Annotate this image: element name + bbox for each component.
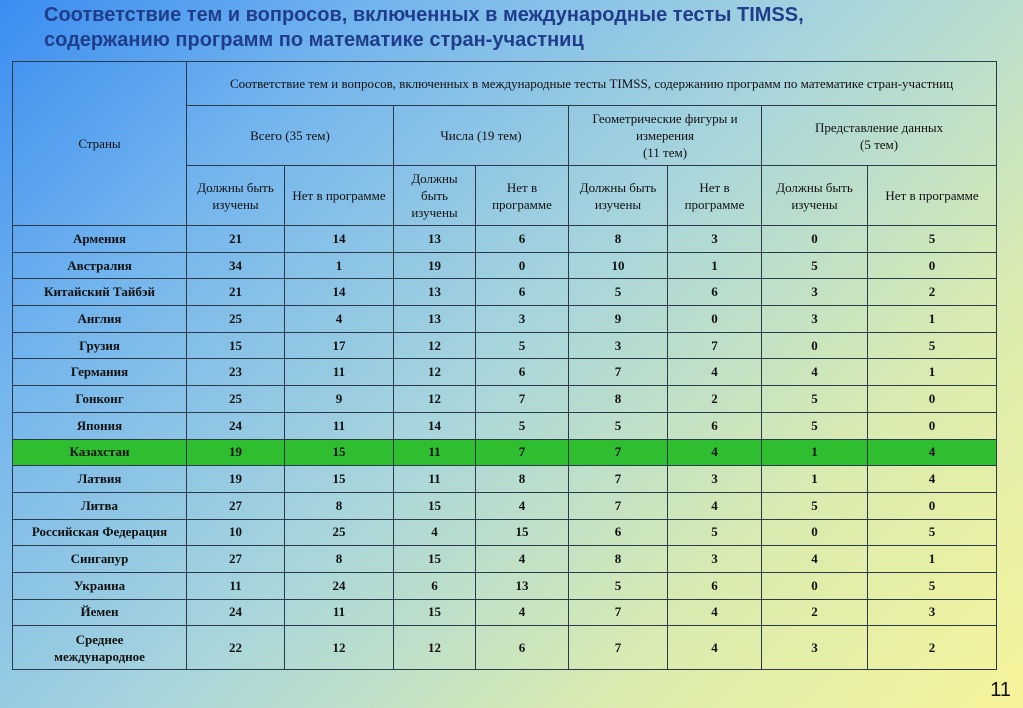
countries-header: Страны bbox=[13, 62, 187, 226]
value-cell: 4 bbox=[868, 439, 997, 466]
value-cell: 2 bbox=[868, 279, 997, 306]
value-cell: 6 bbox=[394, 572, 476, 599]
value-cell: 5 bbox=[569, 572, 668, 599]
value-cell: 13 bbox=[394, 226, 476, 253]
subheader-not-in-program: Нет в программе bbox=[476, 166, 569, 226]
value-cell: 21 bbox=[187, 226, 285, 253]
value-cell: 4 bbox=[668, 599, 762, 626]
value-cell: 7 bbox=[668, 332, 762, 359]
table-row bbox=[13, 226, 997, 253]
value-cell: 1 bbox=[868, 546, 997, 573]
country-cell: Грузия bbox=[13, 332, 187, 359]
table-row bbox=[13, 546, 997, 573]
slide-title-line-1: Соответствие тем и вопросов, включенных в международные тесты TIMSS, bbox=[44, 4, 804, 26]
value-cell: 12 bbox=[394, 626, 476, 670]
value-cell: 4 bbox=[668, 359, 762, 386]
value-cell: 7 bbox=[476, 439, 569, 466]
category-header-total: Всего (35 тем) bbox=[187, 106, 394, 166]
value-cell: 3 bbox=[762, 626, 868, 670]
table-row bbox=[13, 599, 997, 626]
value-cell: 5 bbox=[762, 492, 868, 519]
category-header-data: Представление данных (5 тем) bbox=[762, 106, 997, 166]
country-cell: Литва bbox=[13, 492, 187, 519]
value-cell: 0 bbox=[868, 412, 997, 439]
value-cell: 7 bbox=[569, 466, 668, 493]
value-cell: 3 bbox=[668, 226, 762, 253]
value-cell: 22 bbox=[187, 626, 285, 670]
table-row bbox=[13, 412, 997, 439]
table-row bbox=[13, 359, 997, 386]
country-cell: Япония bbox=[13, 412, 187, 439]
value-cell: 19 bbox=[187, 439, 285, 466]
value-cell: 6 bbox=[569, 519, 668, 546]
subheader-must-study: Должны быть изучены bbox=[187, 166, 285, 226]
value-cell: 5 bbox=[868, 226, 997, 253]
value-cell: 24 bbox=[187, 412, 285, 439]
table-row bbox=[13, 386, 997, 413]
value-cell: 11 bbox=[285, 599, 394, 626]
country-cell: Сингапур bbox=[13, 546, 187, 573]
value-cell: 11 bbox=[285, 359, 394, 386]
value-cell: 6 bbox=[476, 359, 569, 386]
table-row bbox=[13, 492, 997, 519]
value-cell: 1 bbox=[868, 359, 997, 386]
value-cell: 4 bbox=[476, 492, 569, 519]
group-header: Соответствие тем и вопросов, включенных в международные тесты TIMSS, содержанию программ по математике стран-участниц bbox=[187, 62, 997, 106]
value-cell: 8 bbox=[569, 546, 668, 573]
value-cell: 8 bbox=[569, 386, 668, 413]
value-cell: 12 bbox=[394, 332, 476, 359]
table-body bbox=[13, 226, 997, 670]
value-cell: 6 bbox=[476, 626, 569, 670]
value-cell: 0 bbox=[762, 226, 868, 253]
value-cell: 0 bbox=[762, 332, 868, 359]
value-cell: 3 bbox=[668, 466, 762, 493]
value-cell: 27 bbox=[187, 546, 285, 573]
value-cell: 3 bbox=[476, 306, 569, 333]
value-cell: 4 bbox=[868, 466, 997, 493]
country-cell: Армения bbox=[13, 226, 187, 253]
value-cell: 4 bbox=[668, 626, 762, 670]
value-cell: 13 bbox=[476, 572, 569, 599]
value-cell: 15 bbox=[394, 599, 476, 626]
value-cell: 17 bbox=[285, 332, 394, 359]
value-cell: 13 bbox=[394, 306, 476, 333]
value-cell: 5 bbox=[868, 332, 997, 359]
value-cell: 2 bbox=[762, 599, 868, 626]
value-cell: 24 bbox=[285, 572, 394, 599]
value-cell: 4 bbox=[476, 546, 569, 573]
value-cell: 0 bbox=[476, 252, 569, 279]
value-cell: 4 bbox=[762, 359, 868, 386]
country-cell: Англия bbox=[13, 306, 187, 333]
value-cell: 3 bbox=[668, 546, 762, 573]
country-cell: Российская Федерация bbox=[13, 519, 187, 546]
value-cell: 0 bbox=[668, 306, 762, 333]
value-cell: 8 bbox=[569, 226, 668, 253]
slide-title-line-2: содержанию программ по математике стран-участниц bbox=[44, 29, 584, 51]
value-cell: 13 bbox=[394, 279, 476, 306]
value-cell: 5 bbox=[569, 279, 668, 306]
table-row bbox=[13, 439, 997, 466]
value-cell: 12 bbox=[285, 626, 394, 670]
value-cell: 3 bbox=[569, 332, 668, 359]
value-cell: 2 bbox=[868, 626, 997, 670]
value-cell: 1 bbox=[762, 466, 868, 493]
timss-table bbox=[12, 61, 997, 670]
country-cell: Латвия bbox=[13, 466, 187, 493]
value-cell: 1 bbox=[285, 252, 394, 279]
subheader-must-study: Должны быть изучены bbox=[569, 166, 668, 226]
value-cell: 15 bbox=[394, 546, 476, 573]
subheader-not-in-program: Нет в программе bbox=[668, 166, 762, 226]
value-cell: 2 bbox=[668, 386, 762, 413]
value-cell: 5 bbox=[762, 412, 868, 439]
value-cell: 15 bbox=[285, 466, 394, 493]
value-cell: 0 bbox=[762, 572, 868, 599]
value-cell: 23 bbox=[187, 359, 285, 386]
page-number: 11 bbox=[990, 679, 1011, 701]
value-cell: 25 bbox=[187, 386, 285, 413]
country-cell: Австралия bbox=[13, 252, 187, 279]
value-cell: 24 bbox=[187, 599, 285, 626]
value-cell: 8 bbox=[476, 466, 569, 493]
value-cell: 21 bbox=[187, 279, 285, 306]
value-cell: 11 bbox=[285, 412, 394, 439]
country-cell: Йемен bbox=[13, 599, 187, 626]
value-cell: 1 bbox=[668, 252, 762, 279]
value-cell: 19 bbox=[187, 466, 285, 493]
country-cell: Среднее международное bbox=[13, 626, 187, 670]
value-cell: 14 bbox=[285, 279, 394, 306]
value-cell: 4 bbox=[762, 546, 868, 573]
table-row bbox=[13, 519, 997, 546]
value-cell: 3 bbox=[762, 306, 868, 333]
subheader-not-in-program: Нет в программе bbox=[285, 166, 394, 226]
value-cell: 7 bbox=[569, 359, 668, 386]
value-cell: 4 bbox=[476, 599, 569, 626]
table-row bbox=[13, 332, 997, 359]
value-cell: 5 bbox=[476, 332, 569, 359]
value-cell: 5 bbox=[476, 412, 569, 439]
value-cell: 1 bbox=[868, 306, 997, 333]
country-cell: Китайский Тайбэй bbox=[13, 279, 187, 306]
value-cell: 0 bbox=[868, 252, 997, 279]
value-cell: 6 bbox=[476, 279, 569, 306]
value-cell: 27 bbox=[187, 492, 285, 519]
value-cell: 25 bbox=[285, 519, 394, 546]
value-cell: 9 bbox=[285, 386, 394, 413]
value-cell: 0 bbox=[762, 519, 868, 546]
value-cell: 15 bbox=[285, 439, 394, 466]
subheader-not-in-program: Нет в программе bbox=[868, 166, 997, 226]
table-row bbox=[13, 466, 997, 493]
value-cell: 6 bbox=[668, 279, 762, 306]
value-cell: 3 bbox=[762, 279, 868, 306]
value-cell: 6 bbox=[668, 412, 762, 439]
value-cell: 7 bbox=[569, 626, 668, 670]
value-cell: 5 bbox=[868, 572, 997, 599]
value-cell: 11 bbox=[187, 572, 285, 599]
value-cell: 8 bbox=[285, 492, 394, 519]
value-cell: 14 bbox=[394, 412, 476, 439]
value-cell: 7 bbox=[569, 599, 668, 626]
value-cell: 11 bbox=[394, 439, 476, 466]
table-row-average bbox=[13, 626, 997, 670]
value-cell: 5 bbox=[762, 386, 868, 413]
value-cell: 34 bbox=[187, 252, 285, 279]
category-header-numbers: Числа (19 тем) bbox=[394, 106, 569, 166]
subheader-must-study: Должны быть изучены bbox=[762, 166, 868, 226]
value-cell: 5 bbox=[569, 412, 668, 439]
value-cell: 0 bbox=[868, 386, 997, 413]
value-cell: 12 bbox=[394, 359, 476, 386]
value-cell: 6 bbox=[476, 226, 569, 253]
value-cell: 15 bbox=[394, 492, 476, 519]
value-cell: 11 bbox=[394, 466, 476, 493]
table-row bbox=[13, 252, 997, 279]
country-cell: Украина bbox=[13, 572, 187, 599]
category-header-geometry: Геометрические фигуры и измерения (11 тем) bbox=[569, 106, 762, 166]
value-cell: 7 bbox=[569, 492, 668, 519]
value-cell: 25 bbox=[187, 306, 285, 333]
table-row bbox=[13, 572, 997, 599]
table-row bbox=[13, 279, 997, 306]
value-cell: 6 bbox=[668, 572, 762, 599]
value-cell: 7 bbox=[569, 439, 668, 466]
value-cell: 4 bbox=[285, 306, 394, 333]
table-row bbox=[13, 306, 997, 333]
value-cell: 0 bbox=[868, 492, 997, 519]
value-cell: 9 bbox=[569, 306, 668, 333]
value-cell: 4 bbox=[668, 439, 762, 466]
value-cell: 5 bbox=[668, 519, 762, 546]
value-cell: 1 bbox=[762, 439, 868, 466]
country-cell: Казахстан bbox=[13, 439, 187, 466]
value-cell: 10 bbox=[569, 252, 668, 279]
value-cell: 7 bbox=[476, 386, 569, 413]
slide-title bbox=[44, 3, 1004, 53]
value-cell: 4 bbox=[394, 519, 476, 546]
value-cell: 15 bbox=[476, 519, 569, 546]
subheader-must-study: Должны быть изучены bbox=[394, 166, 476, 226]
value-cell: 8 bbox=[285, 546, 394, 573]
value-cell: 12 bbox=[394, 386, 476, 413]
value-cell: 4 bbox=[668, 492, 762, 519]
value-cell: 15 bbox=[187, 332, 285, 359]
value-cell: 14 bbox=[285, 226, 394, 253]
value-cell: 5 bbox=[868, 519, 997, 546]
value-cell: 19 bbox=[394, 252, 476, 279]
value-cell: 3 bbox=[868, 599, 997, 626]
country-cell: Гонконг bbox=[13, 386, 187, 413]
value-cell: 5 bbox=[762, 252, 868, 279]
country-cell: Германия bbox=[13, 359, 187, 386]
value-cell: 10 bbox=[187, 519, 285, 546]
